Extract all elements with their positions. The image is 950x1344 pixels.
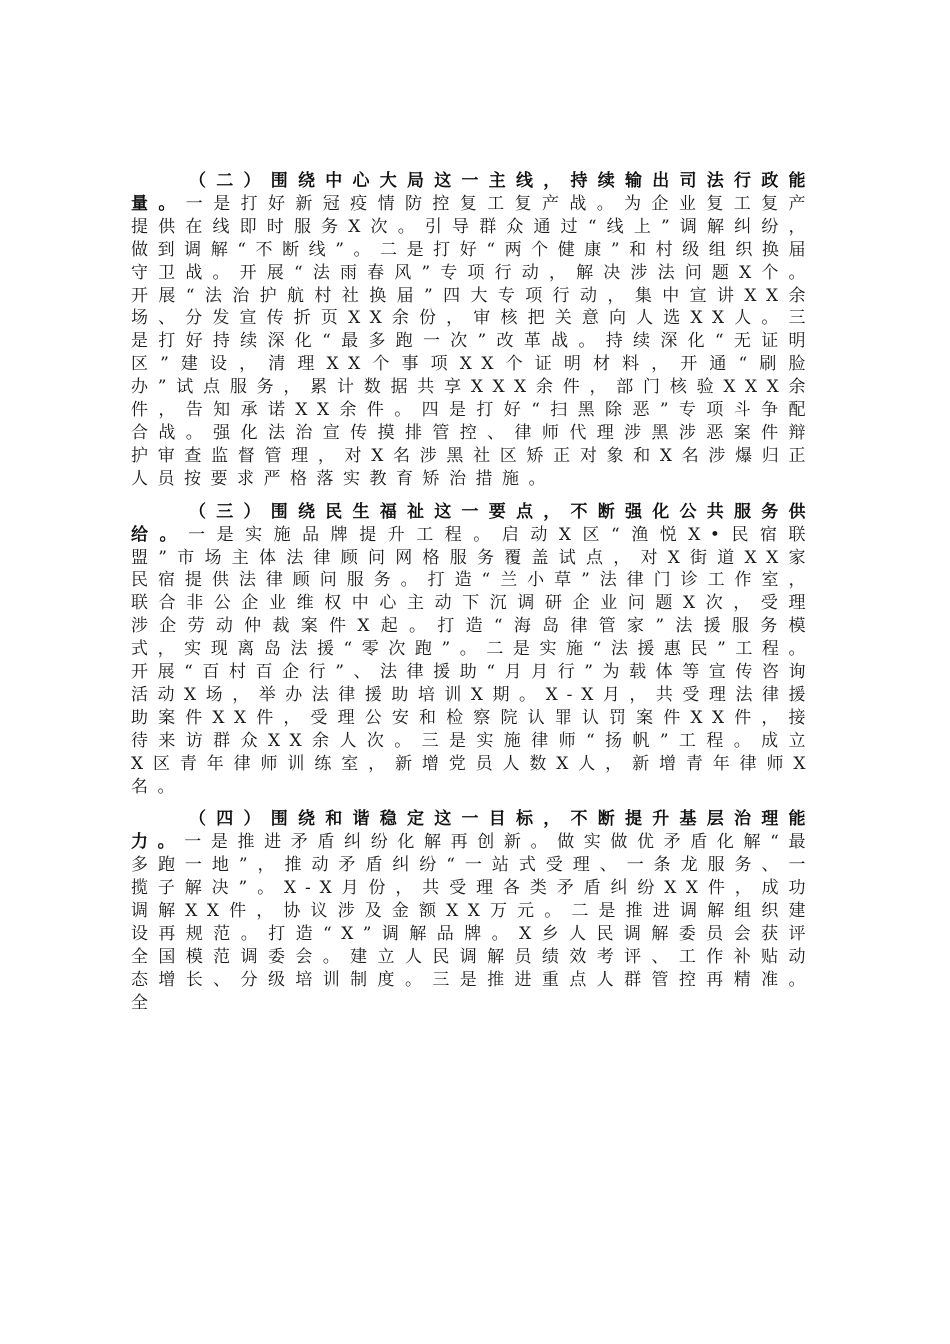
section-body-4: 一是推进矛盾纠纷化解再创新。做实做优矛盾化解“最多跑一地”，推动矛盾纠纷“一站式受理、一条龙服务、一揽子解决”。X-X月份，共受理各类矛盾纠纷XX件，成功调解XX件，协议涉及金额XX万元。二是推进调解组织建设再规范。打造“X”调解品牌。X乡人民调解委员会获评全国模范调委会。建立人民调解员绩效考评、工作补贴动态增长、分级培训制度。三是推进重点人群管控再精准。全: [131, 832, 815, 1013]
section-body-3: 一是实施品牌提升工程。启动X区“渔悦X•民宿联盟”市场主体法律顾问网格服务覆盖试点，对X街道XX家民宿提供法律顾问服务。打造“兰小草”法律门诊工作室，联合非公企业维权中心主动下沉调研企业问题X次，受理涉企劳动仲裁案件X起。打造“海岛律管家”法援服务模式，实现离岛法援“零次跑”。二是实施“法援惠民”工程。开展“百村百企行”、法律援助“月月行”为载体等宣传咨询活动X场，举办法律援助培训X期。X-X月，共受理法律援助案件XX件，受理公安和检察院认罪认罚案件XX件，接待来访群众XX余人次。三是实施律师“扬帆”工程。成立X区青年律师训练室，新增党员人数X人，新增青年律师X名。: [131, 524, 815, 797]
section-heading-2: （二）围绕中心大局这一主线，持续输出司法行政能量。: [131, 171, 815, 214]
section-body-2: 一是打好新冠疫情防控复工复产战。为企业复工复产提供在线即时服务X次。引导群众通过“线上”调解纠纷，做到调解“不断线”。二是打好“两个健康”和村级组织换届守卫战。开展“法雨春风”专项行动，解决涉法问题X个。开展“法治护航村社换届”四大专项行动，集中宣讲XX余场、分发宣传折页XX余份，审核把关意向人选XX人。三是打好持续深化“最多跑一次”改革战。持续深化“无证明区”建设，清理XX个事项XX个证明材料，开通“刷脸办”试点服务，累计数据共享XXX余件，部门核验XXX余件，告知承诺XX余件。四是打好“扫黑除恶”专项斗争配合战。强化法治宣传摸排管控、律师代理涉黑涉恶案件辩护审查监督管理，对X名涉黑社区矫正对象和X名涉爆归正人员按要求严格落实教育矫治措施。: [131, 193, 816, 489]
section-heading-3: （三）围绕民生福祉这一要点，不断强化公共服务供给。: [131, 501, 815, 545]
paragraph-section-4: [131, 808, 815, 1014]
paragraph-section-3: [131, 501, 815, 799]
document-body: [131, 170, 815, 1025]
section-heading-4: （四）围绕和谐稳定这一目标，不断提升基层治理能力。: [131, 809, 815, 853]
paragraph-section-2: [131, 170, 815, 491]
